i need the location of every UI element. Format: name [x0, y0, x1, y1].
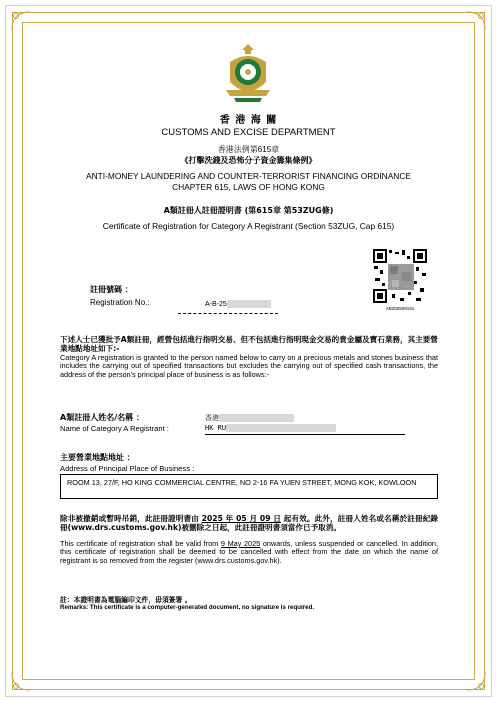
law-chapter-zh: 香港法例第615章 [217, 145, 280, 154]
registration-no-label-en: Registration No.: [90, 298, 150, 307]
registration-number-underline [178, 313, 278, 314]
registration-number [205, 300, 271, 308]
redacted-block [219, 414, 294, 422]
remarks-en: Remarks: This certificate is a computer-generated document, no signature is required. [60, 604, 315, 611]
validity-en-date: 9 May 2025 [220, 539, 261, 548]
validity-en-post: onwards, unless suspended or cancelled. In addition, this certificate of registration shall be deemed to be cancelled with effect from the date on which the name of registrant is so removed from the register (www.drs.customs.gov.hk). [60, 539, 438, 565]
validity-paragraph-en [60, 540, 438, 565]
registrant-underline [205, 434, 405, 435]
registrant-label-zh: A類註冊人姓名/名稱 ： [60, 413, 144, 422]
validity-zh-date: 2025 年 05 月 09 日 [201, 514, 281, 523]
validity-en-pre: This certificate of registration shall be valid from [60, 539, 219, 548]
intro-paragraph-zh: 下述人士已獲批予A類註冊，經營包括進行指明交易、但不包括進行指明現金交易的貴金屬及寶石業務，其主要營業地點地址如下:- [60, 335, 438, 354]
address-label-zh: 主要營業地點地址 ： [60, 453, 135, 462]
law-title-en: ANTI-MONEY LAUNDERING AND COUNTER-TERRORIST FINANCING ORDINANCE [86, 171, 411, 181]
redacted-block [226, 424, 336, 432]
department-name-zh: 香 港 海 關 [219, 115, 278, 126]
qr-caption: AB250509191 [385, 306, 415, 311]
registrant-name-zh-value: 香港 [205, 415, 219, 422]
registration-number-value: A-B-25 [205, 300, 227, 308]
registrant-label-en: Name of Category A Registrant : [60, 424, 169, 433]
corner-ornament-top-left [8, 8, 34, 34]
redacted-block [227, 300, 271, 308]
address-box [60, 474, 438, 499]
department-name-en: CUSTOMS AND EXCISE DEPARTMENT [161, 127, 336, 138]
address-label-en: Address of Principal Place of Business : [60, 464, 195, 473]
customs-emblem-icon [220, 42, 276, 106]
law-chapter-en: CHAPTER 615, LAWS OF HONG KONG [172, 182, 325, 192]
certificate-title-en: Certificate of Registration for Category A Registrant (Section 53ZUG, Cap 615) [102, 221, 395, 231]
validity-zh-pre: 除非被撤銷或暫時吊銷，此註冊證明書由 [60, 514, 199, 523]
certificate-title-zh: A類註冊人註冊證明書 (第615章 第53ZUG條) [163, 206, 334, 215]
validity-paragraph-zh [60, 514, 438, 533]
registrant-name-zh [205, 413, 294, 423]
address-value: ROOM 13, 27/F, HO KING COMMERCIAL CENTRE, NO 2-16 FA YUEN STREET, MONG KOK, KOWLOON [67, 478, 417, 487]
corner-ornament-top-right [463, 8, 489, 34]
corner-ornament-bottom-left [8, 668, 34, 694]
registrant-name-en-value: HK RU [205, 424, 227, 432]
remarks-zh: 註：本證明書為電腦編印文件，毋須簽署 。 [60, 596, 192, 604]
law-title-zh: 《打擊洗錢及恐怖分子資金籌集條例》 [180, 156, 317, 165]
registrant-name-en [205, 424, 336, 432]
intro-paragraph-en: Category A registration is granted to the person named below to carry on a precious metals and stones business that includes the carrying out of specified transactions but excludes the carrying out of specified cash transactions, the address of the person's principal place of business is as follows:- [60, 353, 438, 379]
corner-ornament-bottom-right [463, 668, 489, 694]
validity-zh-post: 起有效。此外，註冊人姓名或名稱於註冊紀錄冊(www.drs.customs.gov.hk)被刪除之日起，此註冊證明書須當作已予取消。 [60, 514, 439, 533]
qr-code-icon [372, 248, 428, 314]
registration-no-label-zh: 註冊號碼 ： [90, 285, 133, 294]
